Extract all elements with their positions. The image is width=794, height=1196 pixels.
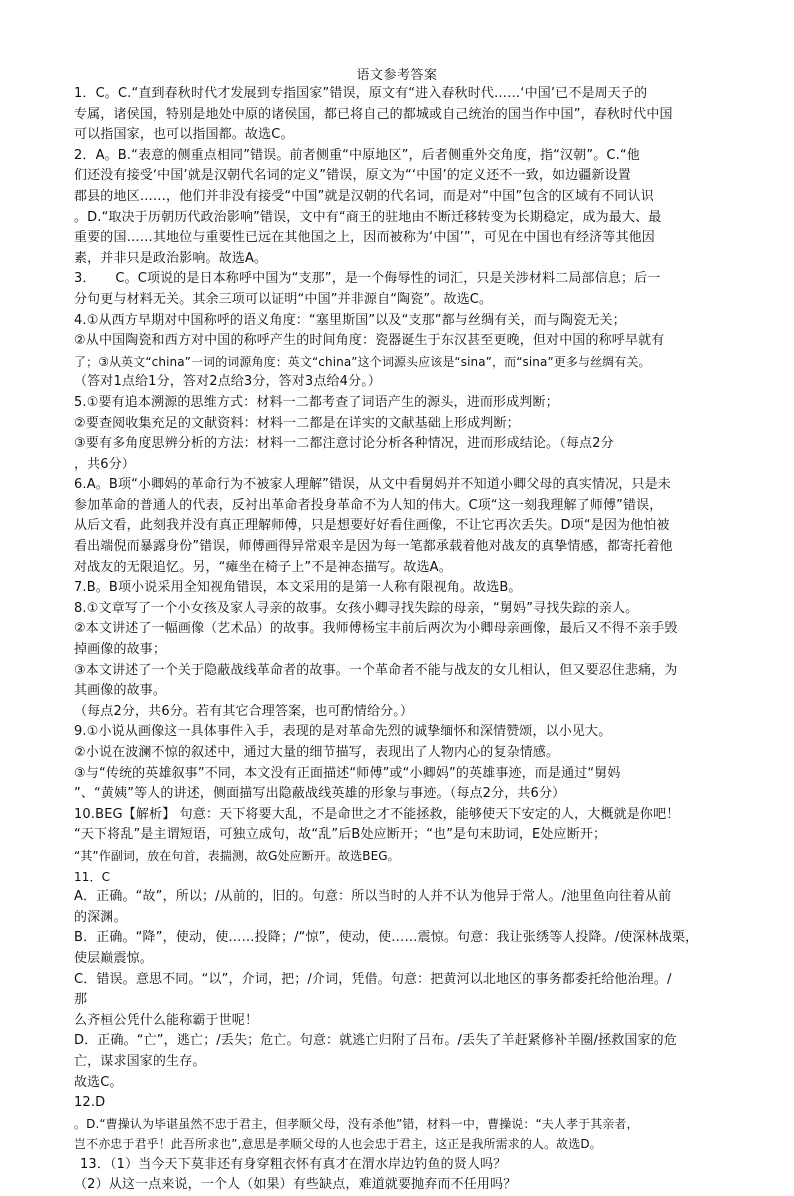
text-line: 参加革命的普通人的代表，反衬出革命者投身革命不为人知的伟大。C项“这一刻我理解了师傅”错误，	[74, 497, 663, 513]
text-line: 了；③从英文“china”一词的词源角度：英文“china”这个词源头应该是“sina”，而“sina”更多与丝绸有关。	[74, 354, 651, 369]
text-line: 分句更与材料无关。其余三项可以证明“中国”并非源自“陶瓷”。故选C。	[74, 291, 493, 307]
text-line: ③与“传统的英雄叙事”不同，本文没有正面描述“师傅”或“小卿妈”的英雄事迹，而是通过“舅妈	[74, 765, 621, 781]
text-line: ③本文讲述了一个关于隐蔽战线革命者的故事。一个革命者不能与战友的女儿相认，但又要忍住悲痛，为	[74, 662, 678, 678]
text-line: 可以指国家，也可以指国都。故选C。	[74, 127, 294, 143]
text-line: 们还没有接受‘中国’就是汉朝代名词的定义”错误，原文为“‘中国’的定义还不一致，如边疆新设置	[74, 168, 631, 184]
text-line: “天下将乱”是主谓短语，可独立成句，故“乱”后B处应断开；“也”是句末助词，E处应断开；	[74, 827, 607, 843]
text-line: ”、“黄姨”等人的讲述，侧面描写出隐蔽战线英雄的形象与事迹。（每点2分，共6分）	[74, 786, 566, 802]
answer-body	[74, 84, 734, 1196]
text-line: 对战友的无限追忆。另，“瘫坐在椅子上”不是神态描写。故选A。	[74, 559, 452, 575]
text-line: B．正确。“降”，使动，使……投降；/“惊”，使动，使……震惊。句意：我让张绣等人投降。/使深林战栗，	[74, 930, 699, 946]
text-line: 13．（1）当今天下莫非还有身穿粗衣怀有真才在渭水岸边钓鱼的贤人吗？	[80, 1156, 507, 1172]
text-line: （每点2分，共6分。若有其它合理答案，也可酌情给分。）	[74, 703, 414, 719]
text-line: 8.①文章写了一个小女孩及家人寻亲的故事。女孩小卿寻找失踪的母亲，“舅妈”寻找失踪的亲人。	[74, 600, 639, 616]
text-line: ②从中国陶瓷和西方对中国的称呼产生的时间角度：瓷器诞生于东汉甚至更晚，但对中国的称呼早就有	[74, 333, 665, 349]
text-line: 11．C	[74, 869, 111, 884]
text-line: 重要的国……其地位与重要性已远在其他国之上，因而被称为‘中国’”，可见在中国也有经济等其他因	[74, 230, 655, 246]
text-line: 3． C。C项说的是日本称呼中国为“支那”，是一个侮辱性的词汇，只是关涉材料二局部信息；后一	[74, 271, 661, 287]
text-line: C．错误。意思不同。“以”，介词，把；/介词，凭借。句意：把黄河以北地区的事务都委托给他治理。/	[74, 971, 672, 987]
text-line: 4.①从西方早期对中国称呼的语义角度：“塞里斯国”以及“支那”都与丝绸有关，而与陶瓷无关；	[74, 312, 626, 328]
text-line: ③要有多角度思辨分析的方法：材料一二都注意讨论分析各种情况，进而形成结论。（每点2分	[74, 436, 614, 452]
text-line: 么齐桓公凭什么能称霸于世呢！	[74, 1012, 259, 1028]
text-line: 那	[74, 992, 88, 1008]
text-line: 岂不亦忠于君乎！此吾所求也”,意思是孝顺父母的人也会忠于君主，这正是我所需求的人。故选D。	[74, 1137, 602, 1152]
text-line: 。D.“曹操认为毕谌虽然不忠于君主，但孝顺父母，没有杀他”错，材料一中，曹操说：“夫人孝于其亲者，	[74, 1116, 639, 1131]
text-line: ，共6分）	[74, 456, 136, 472]
text-line: 7.B。B项小说采用全知视角错误，本文采用的是第一人称有限视角。故选B。	[74, 580, 522, 596]
text-line: 亡，谋求国家的生存。	[74, 1053, 206, 1069]
text-line: 郡县的地区……，他们并非没有接受“中国”就是汉朝的代名词，而是对“中国”包含的区域有不同认识	[74, 188, 654, 204]
document-title: 语文参考答案	[356, 68, 438, 83]
text-line: 素，并非只是政治影响。故选A。	[74, 250, 268, 266]
text-line: 1．C。C.“直到春秋时代才发展到专指国家”错误，原文有“进入春秋时代……‘中国’已不是周天子的	[74, 86, 648, 101]
text-line: 专属，诸侯国，特别是地处中原的诸侯国，都已将自己的都城或自己统治的国当作中国”，春秋时代中国	[74, 106, 673, 122]
text-line: 其画像的故事。	[74, 683, 167, 699]
text-line: （2）从这一点来说，一个人（如果）有些缺点，难道就要抛弃而不任用吗？	[74, 1177, 517, 1193]
text-line: 的深渊。	[74, 909, 127, 925]
text-line: 掉画像的故事；	[74, 642, 167, 658]
text-line: ②小说在波澜不惊的叙述中，通过大量的细节描写，表现出了人物内心的复杂情感。	[74, 745, 560, 760]
text-line: 看出端倪而暴露身份”错误，师傅画得异常艰辛是因为每一笔都承载着他对战友的真挚情感，都寄托着他	[74, 539, 673, 555]
text-line: ②要查阅收集充足的文献资料：材料一二都是在详实的文献基础上形成判断；	[74, 415, 520, 431]
text-line: 2．A。B.“表意的侧重点相同”错误。前者侧重“中原地区”，后者侧重外交角度，指“汉朝”。C.“他	[74, 147, 640, 163]
text-line: A．正确。“故”，所以；/从前的，旧的。句意：所以当时的人并不认为他异于常人。/池里鱼向往着从前	[74, 889, 672, 905]
text-line: 从后文看，此刻我并没有真正理解师傅，只是想要好好看住画像，不让它再次丢失。D项“是因为他怕被	[74, 518, 670, 534]
text-line: 9.①小说从画像这一具体事件入手，表现的是对革命先烈的诚挚缅怀和深情赞颂，以小见大。	[74, 724, 612, 740]
text-line: 10.BEG【解析】 句意：天下将要大乱，不是命世之才不能拯救，能够使天下安定的人，大概就是你吧！	[74, 806, 680, 822]
text-line: “其”作副词，放在句首，表揣测，故G处应断开。故选BEG。	[74, 848, 400, 863]
text-line: 故选C。	[74, 1074, 123, 1090]
text-line: 5.①要有追本溯源的思维方式：材料一二都考查了词语产生的源头，进而形成判断；	[74, 394, 559, 410]
text-line: 12.D	[74, 1095, 106, 1111]
text-line: ②本文讲述了一幅画像（艺术品）的故事。我师傅杨宝丰前后两次为小卿母亲画像，最后又不得不亲手毁	[74, 621, 678, 637]
text-line: 6.A。B项“小卿妈的革命行为不被家人理解”错误，从文中看舅妈并不知道小卿父母的真实情况，只是未	[74, 477, 671, 493]
text-line: D．正确。“亡”，逃亡；/丢失；危亡。句意：就逃亡归附了吕布。/丢失了羊赶紧修补羊圈/拯救国家的危	[74, 1033, 677, 1049]
text-line: 。D.“取决于历朝历代政治影响”错误，文中有“商王的驻地由不断迁移转变为长期稳定，成为最大、最	[74, 209, 662, 225]
text-line: （答对1点给1分，答对2点给3分，答对3点给4分。）	[74, 374, 382, 390]
text-line: 使层巅震惊。	[74, 950, 153, 966]
